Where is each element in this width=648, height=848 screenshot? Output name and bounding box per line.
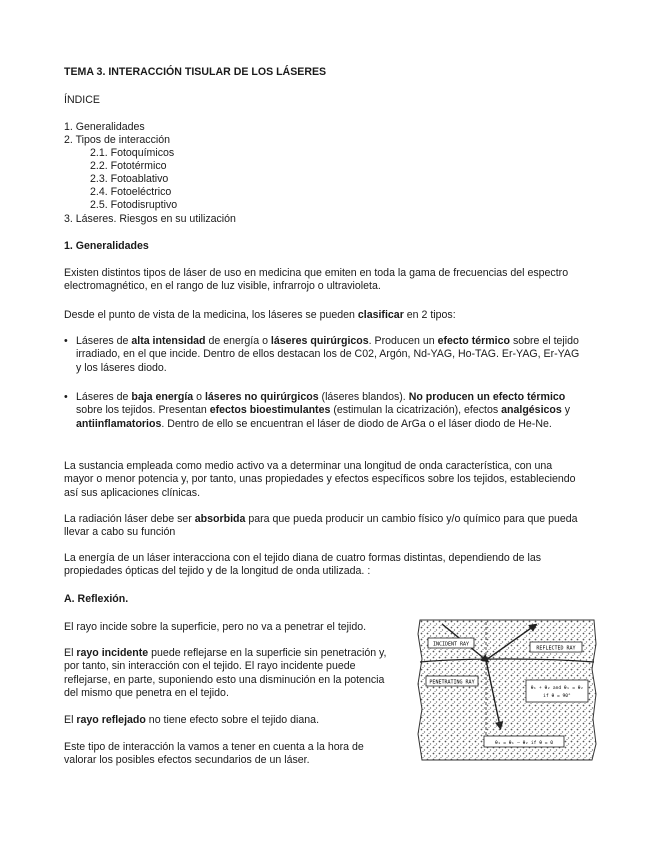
- list-item-high-intensity: [76, 335, 586, 375]
- bold-run: absorbida: [194, 513, 246, 525]
- document-title: TEMA 3. INTERACCIÓN TISULAR DE LOS LÁSERES: [64, 66, 327, 78]
- bullet-icon: •: [64, 391, 68, 403]
- index-subitem: 2.4. Fotoeléctrico: [90, 186, 172, 198]
- index-subitem: 2.3. Fotoablativo: [90, 173, 169, 185]
- bold-run: antiinflamatorios: [76, 417, 162, 430]
- formula-line-1: θ₁ + θ₂ and θ₁ = θ₂: [530, 686, 584, 691]
- section-heading-reflexion: A. Reflexión.: [64, 593, 129, 605]
- incident-ray-label: INCIDENT RAY: [432, 641, 470, 648]
- paragraph-classification: [64, 309, 584, 322]
- paragraph-interaction: La energía de un láser interacciona con el tejido diana de cuatro formas distintas, dependiendo de las propiedades ópticas del tejido y de la longitud de onda utilizada. :: [64, 552, 542, 578]
- bold-run: efectos bioestimulantes: [209, 404, 331, 417]
- text-run: de energía o: [205, 335, 271, 347]
- bold-run: alta intensidad: [131, 335, 206, 347]
- text-run: La radiación láser debe ser: [64, 513, 195, 525]
- bold-run: efecto térmico: [437, 335, 510, 347]
- text-run: Desde el punto de vista de la medicina, los láseres se pueden: [64, 309, 358, 321]
- text-run: no tiene efecto sobre el tejido diana.: [145, 714, 320, 726]
- paragraph-reflexion-2: [64, 647, 394, 701]
- bold-run: rayo incidente: [76, 647, 149, 659]
- text-run: puede reflejarse en la superficie sin penetración y, por tanto, sin interacción con el tejido. El rayo incidente puede reflejarse, en parte, suponiendo esto una disminución en la potencia del mismo que penetra en el tejido.: [64, 647, 387, 700]
- bold-run: analgésicos: [501, 404, 562, 417]
- formula-line-2: if θ = 90°: [543, 694, 571, 699]
- paragraph-intro: Existen distintos tipos de láser de uso en medicina que emiten en toda la gama de frecuencias del espectro electromagnético, en el rango de luz visible, infrarrojo o ultravioleta.: [64, 267, 569, 293]
- index-item: 2. Tipos de interacción: [64, 134, 170, 146]
- bold-run: rayo reflejado: [76, 714, 146, 726]
- index-item: 1. Generalidades: [64, 121, 145, 133]
- paragraph-reflexion-1: El rayo incide sobre la superficie, pero no va a penetrar el tejido.: [64, 621, 367, 633]
- text-run: sobre el tejido irradiado, en el que incide. Dentro de ellos destacan los de C02, Argón, Nd-YAG, Ho-TAG. Er-YAG, Er-YAG y los láseres diodo.: [76, 335, 580, 374]
- paragraph-reflexion-3: [64, 714, 394, 727]
- reflected-ray-label: REFLECTED RAY: [536, 645, 576, 652]
- bold-run: láseres no quirúrgicos: [204, 391, 319, 403]
- text-run: y: [561, 404, 571, 417]
- formula-line-3: θ₁ = θ₁ – θ₂ if θ = 0: [494, 741, 554, 746]
- text-run: El: [64, 714, 77, 726]
- bold-run: No producen un efecto térmico: [408, 391, 566, 403]
- text-run: (láseres blandos).: [318, 391, 409, 403]
- index-subitem: 2.2. Fototérmico: [90, 160, 167, 172]
- section-heading-generalidades: 1. Generalidades: [64, 240, 149, 252]
- text-run: en 2 tipos:: [403, 309, 456, 321]
- text-run: Láseres de: [76, 335, 132, 347]
- bold-run: baja energía: [131, 391, 194, 403]
- reflection-diagram: [414, 614, 600, 764]
- bold-run: clasificar: [357, 309, 404, 321]
- paragraph-active-medium: La sustancia empleada como medio activo va a determinar una longitud de onda característica, con una mayor o menor potencia y, por tanto, unas propiedades y efectos específicos sobre los tejidos, estableciendo así sus aplicaciones clínicas.: [64, 460, 576, 499]
- paragraph-reflexion-4: Este tipo de interacción la vamos a tener en cuenta a la hora de valorar los posibles efectos secundarios de un láser.: [64, 741, 364, 767]
- text-run: El: [64, 647, 77, 659]
- bullet-icon: •: [64, 335, 68, 347]
- penetrating-ray-label: PENETRATING RAY: [429, 679, 475, 686]
- text-run: sobre los tejidos. Presentan: [76, 404, 210, 417]
- index-item: 3. Láseres. Riesgos en su utilización: [64, 213, 236, 225]
- bold-run: láseres quirúrgicos: [270, 335, 369, 347]
- text-run: . Dentro de ello se encuentran el láser de diodo de ArGa o el láser diodo de He-Ne.: [161, 417, 552, 430]
- list-item-low-energy: [76, 391, 586, 431]
- paragraph-absorption: [64, 513, 584, 540]
- text-run: para que pueda producir un cambio físico y/o químico para que pueda llevar a cabo su función: [64, 513, 578, 539]
- text-run: (estimulan la cicatrización), efectos: [330, 404, 502, 417]
- index-subitem: 2.5. Fotodisruptivo: [90, 199, 178, 211]
- text-run: . Producen un: [368, 335, 438, 347]
- text-run: o: [193, 391, 205, 403]
- index-heading: ÍNDICE: [64, 94, 100, 106]
- index-subitem: 2.1. Fotoquímicos: [90, 147, 175, 159]
- text-run: Láseres de: [76, 391, 132, 403]
